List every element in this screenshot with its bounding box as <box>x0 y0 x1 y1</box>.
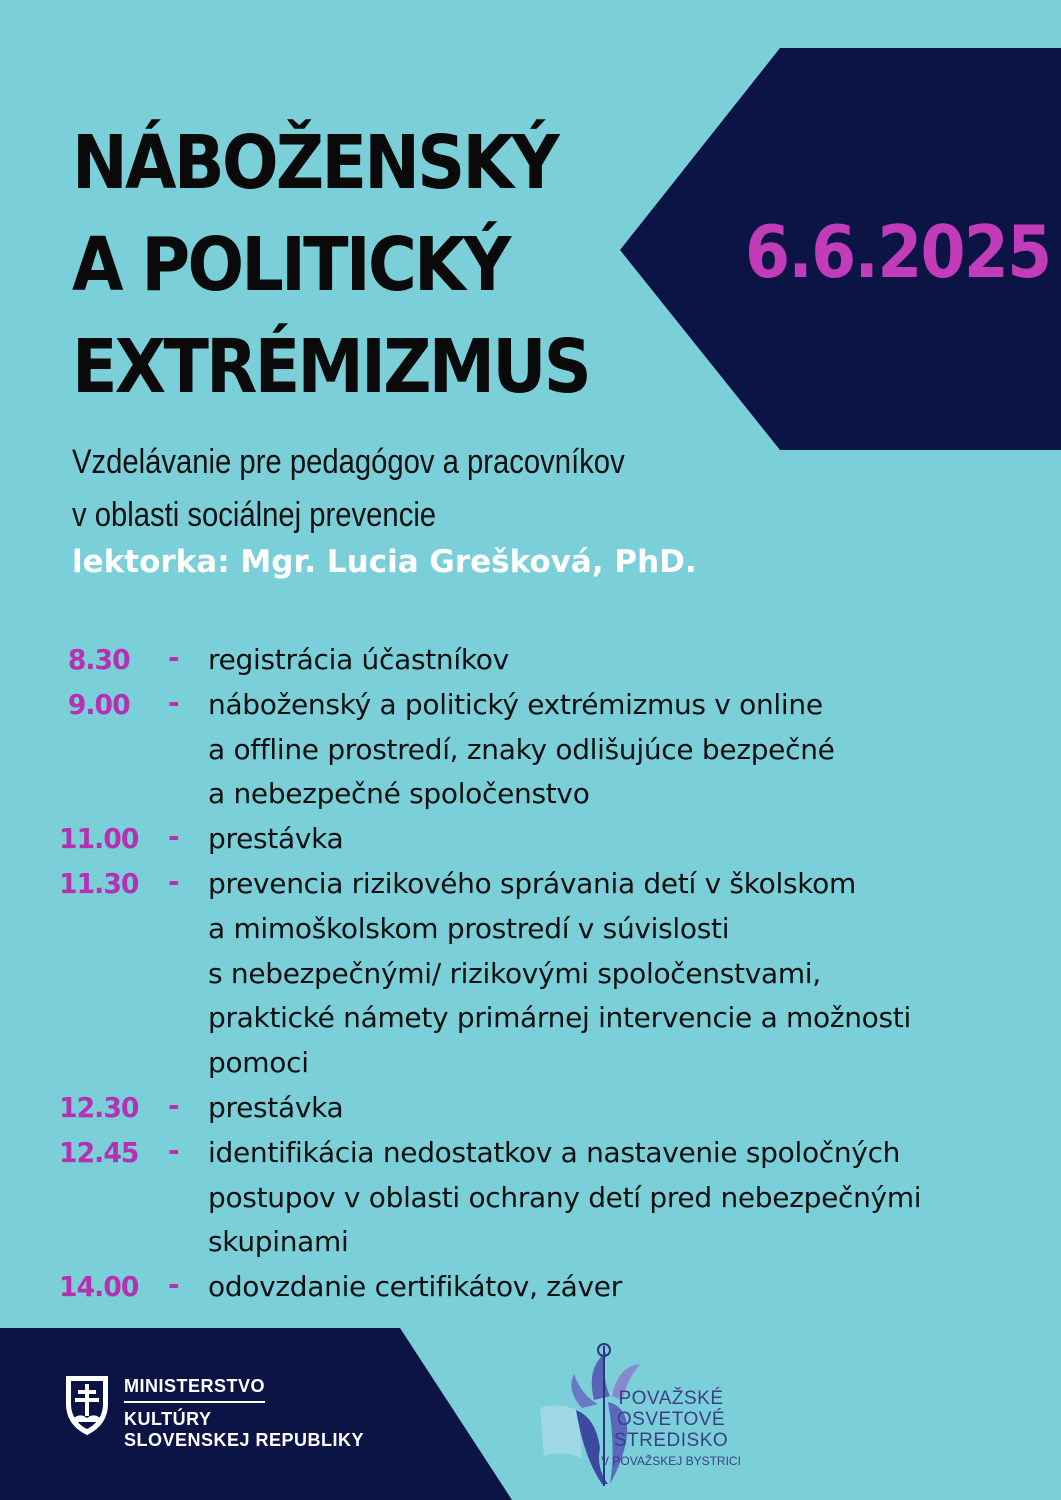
activity-line: odovzdanie certifikátov, záver <box>208 1270 622 1304</box>
schedule-dash: - <box>168 820 180 854</box>
schedule-time: 11.30 <box>59 866 139 900</box>
schedule-dash: - <box>168 1268 180 1302</box>
schedule-activity <box>208 1265 1028 1310</box>
schedule-row <box>0 1086 1061 1131</box>
activity-line: registrácia účastníkov <box>208 643 509 676</box>
schedule-activity <box>208 638 1028 683</box>
schedule-dash: - <box>168 1088 180 1122</box>
ministry-line: MINISTERSTVO <box>124 1376 265 1403</box>
organizer-name <box>596 1388 746 1469</box>
activity-line: prevencia rizikového správania detí v školskom <box>208 866 856 900</box>
schedule-activity <box>208 862 1028 1086</box>
title-line: NÁBOŽENSKÝ <box>72 120 557 206</box>
schedule-time: 12.30 <box>59 1090 139 1124</box>
subtitle-line: Vzdelávanie pre pedagógov a pracovníkov <box>72 443 625 481</box>
activity-line: skupinami <box>208 1225 349 1259</box>
lecturer: lektorka: Mgr. Lucia Grešková, PhD. <box>72 544 697 580</box>
activity-line: identifikácia nedostatkov a nastavenie spoločných <box>208 1135 901 1169</box>
schedule-dash: - <box>168 641 180 674</box>
organizer-line: POVAŽSKÉ <box>618 1388 724 1409</box>
organizer-line: STREDISKO <box>613 1430 729 1451</box>
schedule-row <box>0 1131 1061 1265</box>
activity-line: a offline prostredí, znaky odlišujúce bezpečné <box>208 732 835 766</box>
schedule-time: 8.30 <box>67 643 130 676</box>
schedule-activity <box>208 1086 1028 1131</box>
subtitle-line: v oblasti sociálnej prevencie <box>72 496 437 534</box>
schedule-row <box>0 817 1061 862</box>
activity-line: a nebezpečné spoločenstvo <box>208 777 590 811</box>
schedule-time: 14.00 <box>59 1270 139 1304</box>
organizer-subtitle: V POVAŽSKEJ BYSTRICI <box>601 1454 741 1468</box>
activity-line: a mimoškolskom prostredí v súvislosti <box>208 911 730 945</box>
schedule-activity <box>208 683 1028 817</box>
activity-line: pomoci <box>208 1046 309 1080</box>
activity-line: praktické námety primárnej intervencie a možnosti <box>208 1001 911 1035</box>
activity-line: postupov v oblasti ochrany detí pred nebezpečnými <box>208 1180 922 1214</box>
schedule <box>0 638 1061 1310</box>
schedule-time: 11.00 <box>59 822 139 856</box>
ministry-line: SLOVENSKEJ REPUBLIKY <box>124 1430 365 1450</box>
activity-line: s nebezpečnými/ rizikovými spoločenstvami, <box>208 956 821 990</box>
activity-line: náboženský a politický extrémizmus v online <box>208 687 823 721</box>
schedule-row <box>0 1265 1061 1310</box>
schedule-activity <box>208 1131 1028 1265</box>
event-subtitle <box>72 436 625 542</box>
coat-of-arms-icon <box>64 1374 110 1436</box>
schedule-activity <box>208 817 1028 862</box>
schedule-dash: - <box>168 685 180 719</box>
schedule-time: 9.00 <box>67 687 130 721</box>
ministry-name <box>124 1376 364 1451</box>
schedule-row <box>0 862 1061 1086</box>
event-title <box>72 112 589 418</box>
ministry-line: KULTÚRY <box>124 1409 212 1429</box>
schedule-time: 12.45 <box>59 1135 139 1169</box>
title-line: EXTRÉMIZMUS <box>72 324 590 410</box>
schedule-row <box>0 683 1061 817</box>
activity-line: prestávka <box>208 822 344 856</box>
schedule-row <box>0 638 1061 683</box>
schedule-dash: - <box>168 864 180 898</box>
event-date: 6.6.2025 <box>745 210 1051 294</box>
organizer-line: OSVETOVÉ <box>616 1409 726 1430</box>
title-line: A POLITICKÝ <box>72 222 509 308</box>
ministry-logo <box>64 1374 365 1450</box>
schedule-dash: - <box>168 1133 180 1167</box>
activity-line: prestávka <box>208 1090 344 1124</box>
